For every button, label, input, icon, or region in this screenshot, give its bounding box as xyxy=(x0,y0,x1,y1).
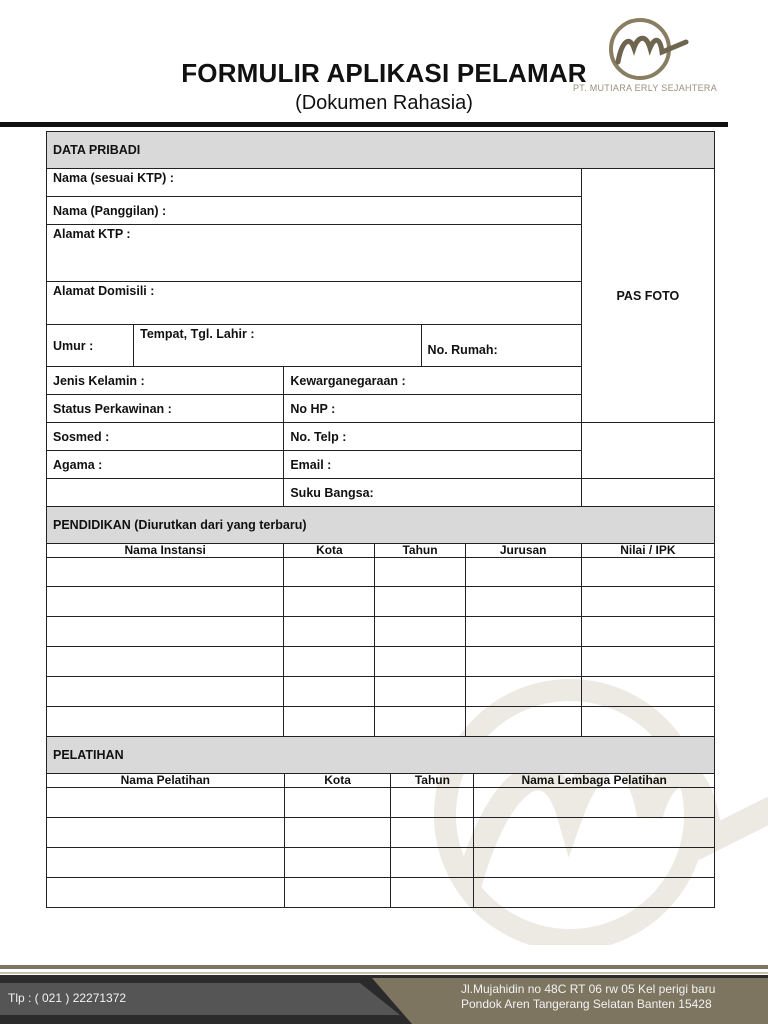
footer-strip-light xyxy=(0,972,768,974)
section-pendidikan: PENDIDIKAN (Diurutkan dari yang terbaru) xyxy=(47,507,715,544)
col-tahun: Tahun xyxy=(375,544,465,558)
col-nama-lembaga: Nama Lembaga Pelatihan xyxy=(474,774,715,788)
table-cell[interactable] xyxy=(391,818,474,848)
table-cell[interactable] xyxy=(284,587,375,617)
table-cell[interactable] xyxy=(47,848,285,878)
pas-foto-box[interactable]: PAS FOTO xyxy=(581,169,714,423)
company-name: PT. MUTIARA ERLY SEJAHTERA xyxy=(573,83,717,93)
table-cell[interactable] xyxy=(284,617,375,647)
table-cell[interactable] xyxy=(391,788,474,818)
form-title: FORMULIR APLIKASI PELAMAR xyxy=(181,58,587,88)
table-cell[interactable] xyxy=(375,677,465,707)
table-cell[interactable] xyxy=(581,558,714,587)
table-cell[interactable] xyxy=(581,617,714,647)
table-row xyxy=(47,677,715,707)
table-cell[interactable] xyxy=(47,587,284,617)
field-empty-right[interactable] xyxy=(581,479,714,507)
table-cell[interactable] xyxy=(391,878,474,908)
header-divider xyxy=(0,122,728,127)
table-cell[interactable] xyxy=(474,818,715,848)
field-no-hp[interactable]: No HP : xyxy=(284,395,581,423)
table-cell[interactable] xyxy=(284,677,375,707)
table-row xyxy=(47,878,715,908)
col-nilai-ipk: Nilai / IPK xyxy=(581,544,714,558)
table-cell[interactable] xyxy=(375,617,465,647)
field-alamat-domisili[interactable]: Alamat Domisili : xyxy=(47,282,582,325)
footer-telephone: Tlp : ( 021 ) 22271372 xyxy=(8,991,127,1005)
field-no-rumah[interactable]: No. Rumah: xyxy=(421,325,581,367)
table-cell[interactable] xyxy=(284,848,391,878)
training-table xyxy=(46,736,715,908)
table-cell[interactable] xyxy=(391,848,474,878)
field-nama-ktp[interactable]: Nama (sesuai KTP) : xyxy=(47,169,582,197)
table-cell[interactable] xyxy=(47,878,285,908)
col-kota: Kota xyxy=(284,774,391,788)
table-row xyxy=(47,558,715,587)
table-cell[interactable] xyxy=(47,647,284,677)
table-cell[interactable] xyxy=(284,818,391,848)
field-jenis-kelamin[interactable]: Jenis Kelamin : xyxy=(47,367,284,395)
field-umur[interactable]: Umur : xyxy=(47,325,134,367)
field-tempat-tgl-lahir[interactable]: Tempat, Tgl. Lahir : xyxy=(134,325,421,367)
table-row xyxy=(47,818,715,848)
table-cell[interactable] xyxy=(465,677,581,707)
table-row xyxy=(47,707,715,737)
field-agama[interactable]: Agama : xyxy=(47,451,284,479)
company-logo-m-icon xyxy=(600,18,690,82)
table-cell[interactable] xyxy=(284,647,375,677)
col-tahun: Tahun xyxy=(391,774,474,788)
field-nama-panggilan[interactable]: Nama (Panggilan) : xyxy=(47,197,582,225)
table-cell[interactable] xyxy=(375,558,465,587)
table-row xyxy=(47,587,715,617)
field-suku-bangsa[interactable]: Suku Bangsa: xyxy=(284,479,581,507)
table-cell[interactable] xyxy=(474,848,715,878)
table-cell[interactable] xyxy=(284,707,375,737)
col-nama-instansi: Nama Instansi xyxy=(47,544,284,558)
table-cell[interactable] xyxy=(47,617,284,647)
field-email[interactable]: Email : xyxy=(284,451,581,479)
table-row xyxy=(47,647,715,677)
table-row xyxy=(47,848,715,878)
footer-address-line2: Pondok Aren Tangerang Selatan Banten 15428 xyxy=(461,997,712,1011)
table-cell[interactable] xyxy=(47,818,285,848)
table-cell[interactable] xyxy=(375,587,465,617)
table-cell[interactable] xyxy=(581,647,714,677)
field-status-perkawinan[interactable]: Status Perkawinan : xyxy=(47,395,284,423)
col-nama-pelatihan: Nama Pelatihan xyxy=(47,774,285,788)
table-cell[interactable] xyxy=(375,647,465,677)
table-cell[interactable] xyxy=(284,878,391,908)
table-cell[interactable] xyxy=(375,707,465,737)
footer-address-line1: Jl.Mujahidin no 48C RT 06 rw 05 Kel perigi baru xyxy=(461,982,716,996)
table-cell[interactable] xyxy=(465,558,581,587)
table-cell[interactable] xyxy=(474,788,715,818)
education-table xyxy=(46,506,715,737)
field-alamat-ktp[interactable]: Alamat KTP : xyxy=(47,225,582,282)
pas-foto-box-lower xyxy=(581,423,714,479)
personal-data-table xyxy=(46,131,715,507)
table-cell[interactable] xyxy=(284,558,375,587)
field-no-telp[interactable]: No. Telp : xyxy=(284,423,581,451)
col-jurusan: Jurusan xyxy=(465,544,581,558)
table-cell[interactable] xyxy=(465,707,581,737)
table-cell[interactable] xyxy=(47,677,284,707)
table-cell[interactable] xyxy=(47,707,284,737)
table-cell[interactable] xyxy=(581,587,714,617)
form-subtitle: (Dokumen Rahasia) xyxy=(295,92,473,114)
table-cell[interactable] xyxy=(581,677,714,707)
field-kewarganegaraan[interactable]: Kewarganegaraan : xyxy=(284,367,581,395)
field-sosmed[interactable]: Sosmed : xyxy=(47,423,284,451)
table-row xyxy=(47,617,715,647)
col-kota: Kota xyxy=(284,544,375,558)
table-cell[interactable] xyxy=(465,647,581,677)
table-cell[interactable] xyxy=(581,707,714,737)
table-cell[interactable] xyxy=(465,617,581,647)
table-cell[interactable] xyxy=(474,878,715,908)
footer-strip xyxy=(0,965,768,969)
table-cell[interactable] xyxy=(47,788,285,818)
table-cell[interactable] xyxy=(465,587,581,617)
table-cell[interactable] xyxy=(284,788,391,818)
field-empty[interactable] xyxy=(47,479,284,507)
table-cell[interactable] xyxy=(47,558,284,587)
table-row xyxy=(47,788,715,818)
section-pelatihan: PELATIHAN xyxy=(47,737,715,774)
section-data-pribadi: DATA PRIBADI xyxy=(47,132,715,169)
